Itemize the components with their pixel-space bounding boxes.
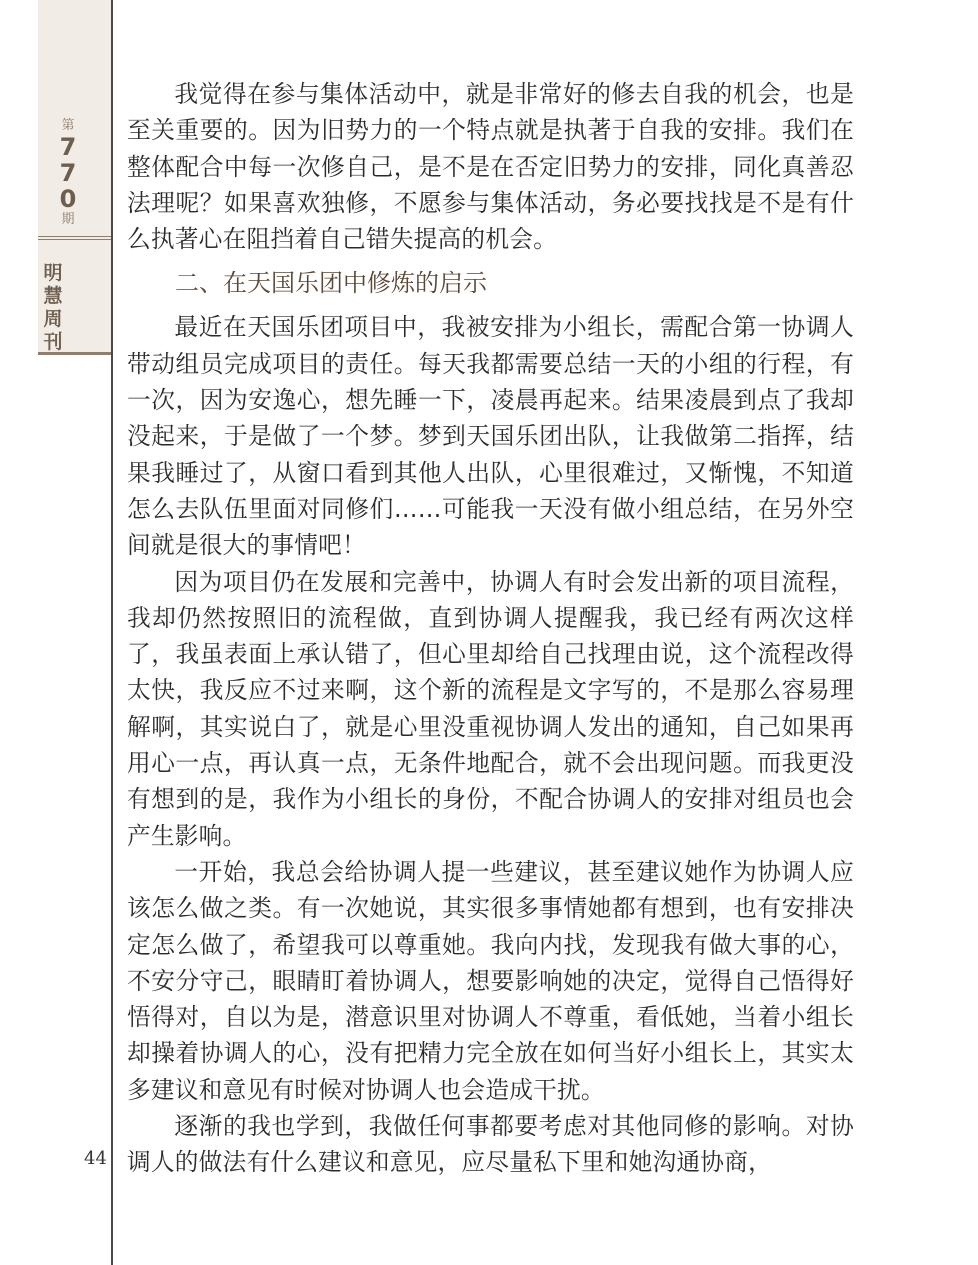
article-body	[127, 76, 854, 1181]
issue-prefix: 第	[61, 118, 75, 133]
magazine-name	[38, 262, 68, 354]
margin-rule	[111, 0, 113, 1265]
issue-digit: 7	[59, 159, 77, 187]
issue-digit: 0	[59, 185, 77, 213]
paragraph-2: 最近在天国乐团项目中，我被安排为小组长，需配合第一协调人带动组员完成项目的责任。每天我都需要总结一天的小组的行程，有一次，因为安逸心，想先睡一下，凌晨再起来。结果凌晨到点了我却没起来，于是做了一个梦。梦到天国乐团出队，让我做第二指挥，结果我睡过了，从窗口看到其他人出队，心里很难过，又惭愧，不知道怎么去队伍里面对同修们……可能我一天没有做小组总结，在另外空间就是很大的事情吧！	[127, 313, 854, 560]
paragraph-1: 我觉得在参与集体活动中，就是非常好的修去自我的机会，也是至关重要的。因为旧势力的一个特点就是执著于自我的安排。我们在整体配合中每一次修自己，是不是在否定旧势力的安排，同化真善忍法理呢？如果喜欢独修，不愿参与集体活动，务必要找找是不是有什么执著心在阻挡着自己错失提高的机会。	[127, 80, 854, 254]
paragraph-4: 一开始，我总会给协调人提一些建议，甚至建议她作为协调人应该怎么做之类。有一次她说，其实很多事情她都有想到，也有安排决定怎么做了，希望我可以尊重她。我向内找，发现我有做大事的心，不安分守己，眼睛盯着协调人，想要影响她的决定，觉得自己悟得好悟得对，自以为是，潜意识里对协调人不尊重，看低她，当着小组长却操着协调人的心，没有把精力完全放在如何当好小组长上，其实太多建议和意见有时候对协调人也会造成干扰。	[127, 857, 854, 1104]
section-heading: 二、在天国乐团中修炼的启示	[175, 269, 487, 298]
issue-suffix: 期	[61, 212, 75, 227]
issue-number-box	[38, 118, 112, 240]
magazine-char: 刊	[43, 331, 63, 353]
magazine-char: 慧	[43, 285, 63, 307]
issue-number	[58, 134, 78, 212]
paragraph-3: 因为项目仍在发展和完善中，协调人有时会发出新的项目流程，我却仍然按照旧的流程做，直到协调人提醒我，我已经有两次这样了，我虽表面上承认错了，但心里却给自己找理由说，这个流程改得太快，我反应不过来啊，这个新的流程是文字写的，不是那么容易理解啊，其实说白了，就是心里没重视协调人发出的通知，自己如果再用心一点，再认真一点，无条件地配合，就不会出现问题。而我更没有想到的是，我作为小组长的身份，不配合协调人的安排对组员也会产生影响。	[127, 567, 854, 850]
paragraph-5: 逐渐的我也学到，我做任何事都要考虑对其他同修的影响。对协调人的做法有什么建议和意见，应尽量私下里和她沟通协商，	[127, 1112, 854, 1177]
magazine-char: 周	[43, 308, 63, 330]
issue-digit: 7	[59, 133, 77, 161]
page-number: 44	[84, 1148, 107, 1169]
magazine-char: 明	[43, 262, 63, 284]
